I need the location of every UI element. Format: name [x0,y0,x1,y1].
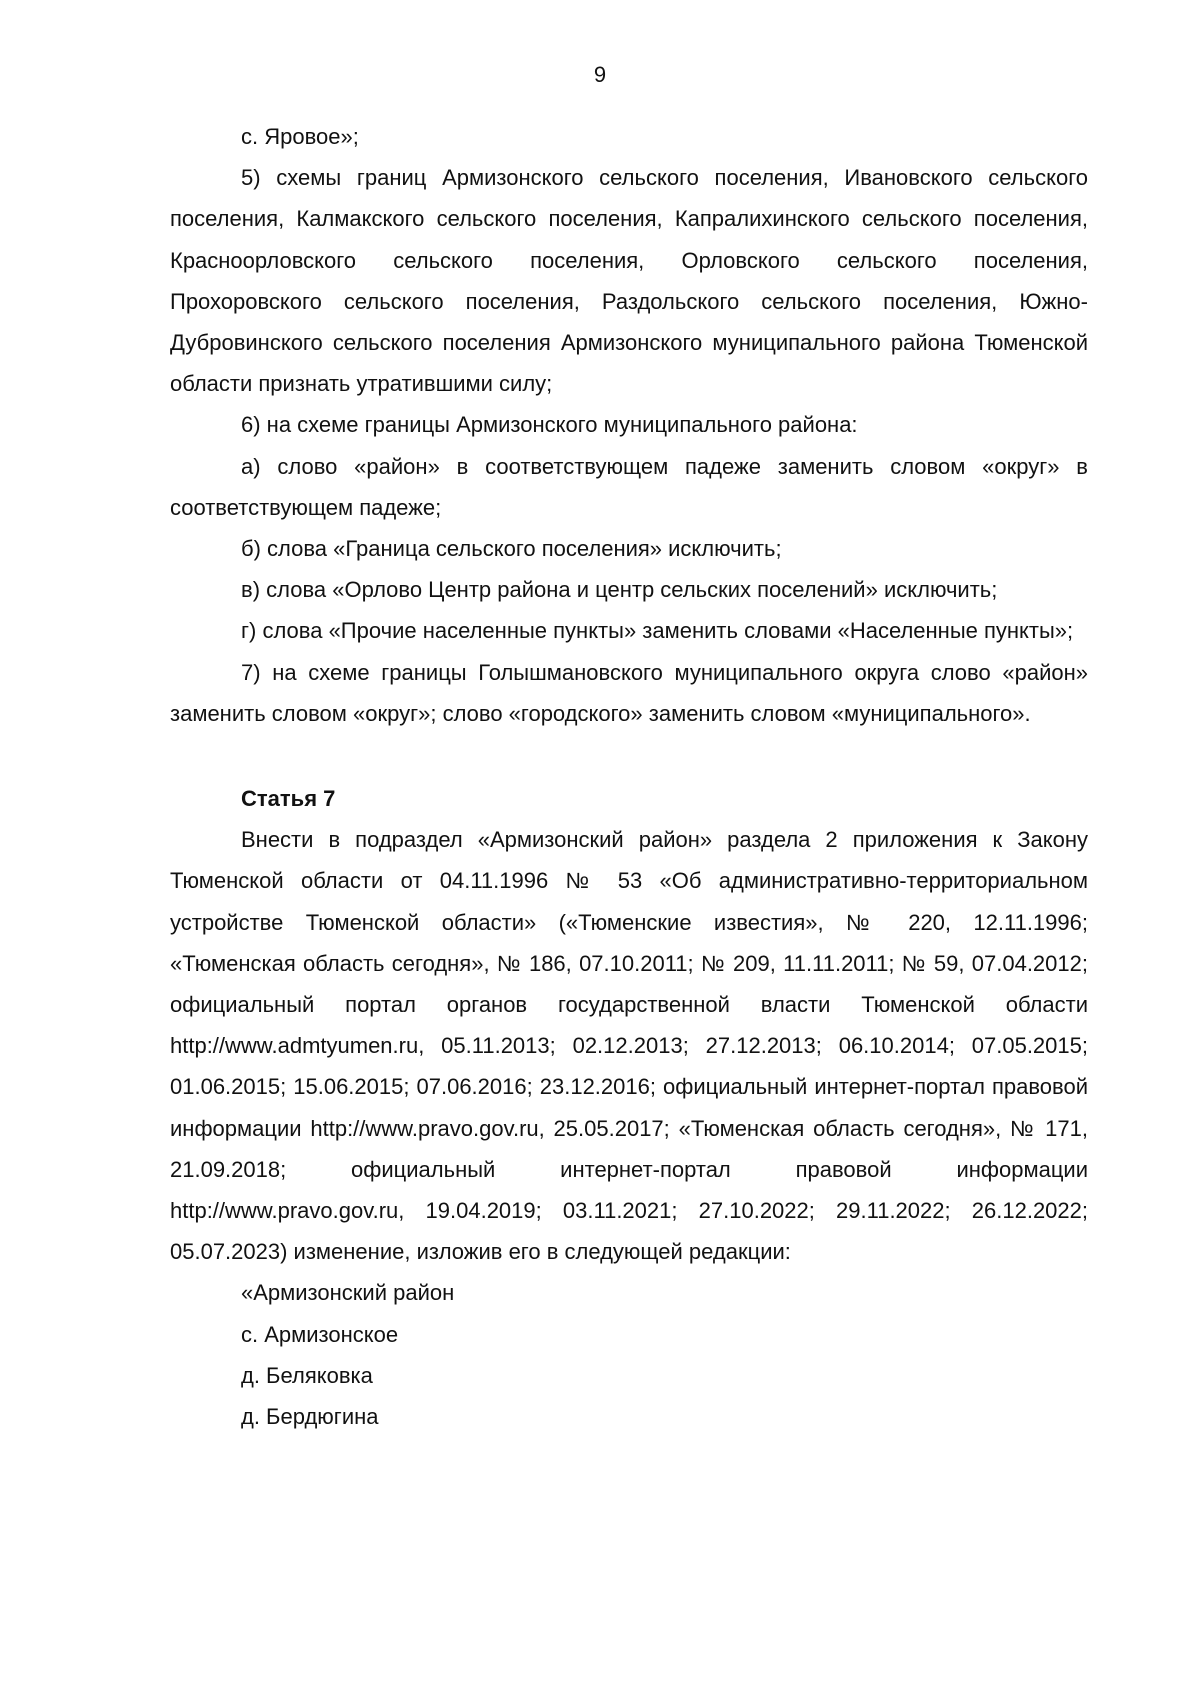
paragraph-8: 7) на схеме границы Голышмановского муниципального округа слово «район» заменить словом «округ»; слово «городского» заменить словом «муниципального». [170,659,1088,726]
list-line-4: д. Бердюгина [241,1404,379,1430]
paragraph-1: с. Яровое»; [241,124,359,149]
paragraph-4: а) слово «район» в соответствующем падеже заменить словом «округ» в соответствующем падеже; [170,453,1088,520]
list-line-2: с. Армизонское [241,1321,399,1347]
page-number: 9 [593,62,607,87]
list-line-3: д. Беляковка [241,1362,373,1388]
paragraph-2: 5) схемы границ Армизонского сельского поселения, Ивановского сельского поселения, Калмакского сельского поселения, Капралихинского сельского поселения, Красноорловского сельского поселения, Орловского сельского поселения, Прохоровского сельского поселения, Раздольского сельского поселения, Южно-Дубровинского сельского поселения Армизонского муниципального района Тюменской области признать утратившими силу; [170,165,1088,397]
article-heading: Статья 7 [241,786,336,812]
paragraph-5: б) слова «Граница сельского поселения» исключить; [241,536,782,562]
article-paragraph: Внести в подраздел «Армизонский район» раздела 2 приложения к Закону Тюменской области от 04.11.1996 № 53 «Об административно-территориальном устройстве Тюменской области» («Тюменские известия», № 220, 12.11.1996; «Тюменская область сегодня», № 186, 07.10.2011; № 209, 11.11.2011; № 59, 07.04.2012; официальный портал органов государственной власти Тюменской области http://www.admtyumen.ru, 05.11.2013; 02.12.2013; 27.12.2013; 06.10.2014; 07.05.2015; 01.06.2015; 15.06.2015; 07.06.2016; 23.12.2016; официальный интернет-портал правовой информации http://www.pravo.gov.ru, 25.05.2017; «Тюменская область сегодня», № 171, 21.09.2018; официальный интернет-портал правовой информации http://www.pravo.gov.ru, 19.04.2019; 03.11.2021; 27.10.2022; 29.11.2022; 26.12.2022; 05.07.2023) изменение, изложив его в следующей редакции: [170,827,1088,1265]
list-line-1: «Армизонский район [241,1280,455,1306]
paragraph-6: в) слова «Орлово Центр района и центр сельских поселений» исключить; [241,577,998,603]
document-body [170,116,1088,1437]
paragraph-7: г) слова «Прочие населенные пункты» заменить словами «Населенные пункты»; [241,618,1074,644]
paragraph-3: 6) на схеме границы Армизонского муниципального района: [241,412,858,438]
